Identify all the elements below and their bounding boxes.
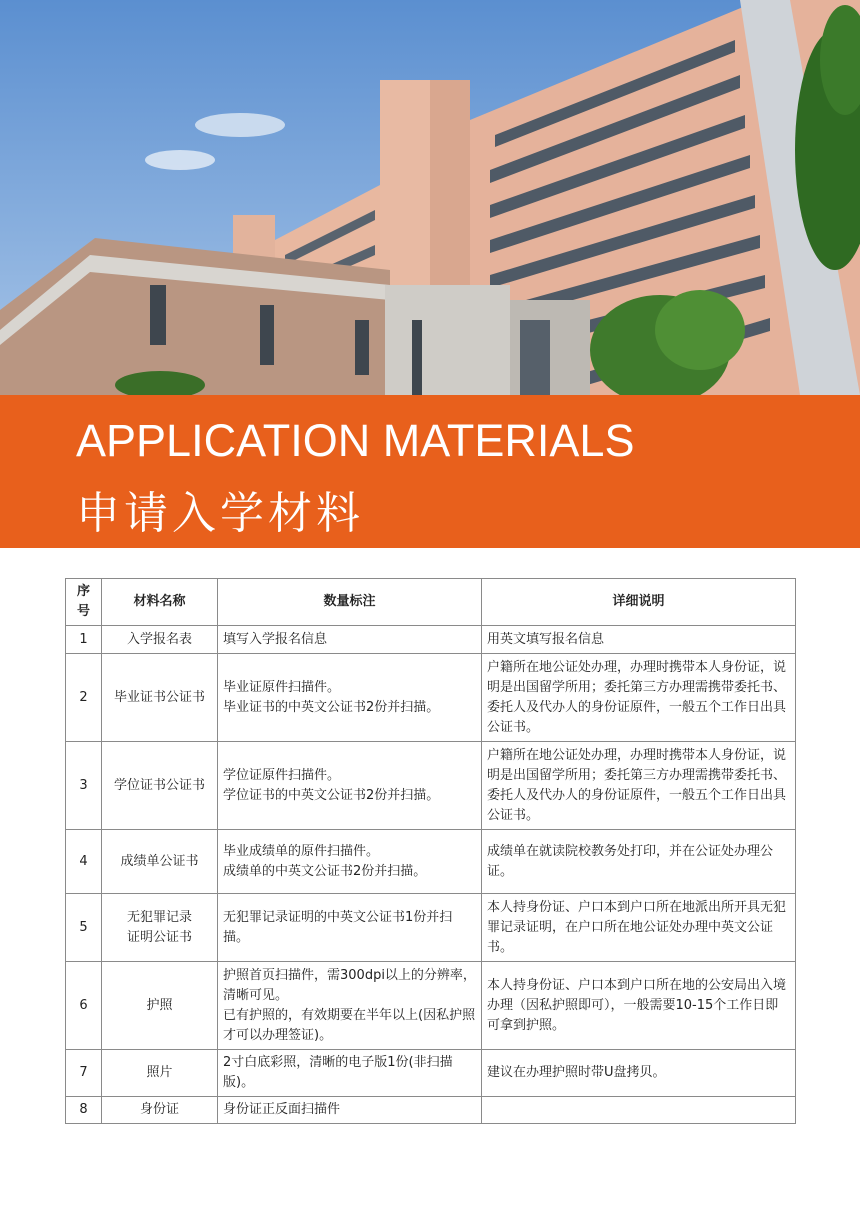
- table-row: [66, 962, 796, 1050]
- row-no: 8: [66, 1097, 102, 1124]
- row-quantity: 2寸白底彩照，清晰的电子版1份(非扫描版)。: [218, 1050, 482, 1097]
- row-no: 7: [66, 1050, 102, 1097]
- row-detail: [482, 1097, 796, 1124]
- row-name: 毕业证书公证书: [102, 654, 218, 742]
- table-row: [66, 1050, 796, 1097]
- table-row: [66, 742, 796, 830]
- campus-building-image: [0, 0, 860, 395]
- table-row: [66, 626, 796, 654]
- row-name: 学位证书公证书: [102, 742, 218, 830]
- row-quantity: 毕业证原件扫描件。 毕业证书的中英文公证书2份并扫描。: [218, 654, 482, 742]
- row-no: 4: [66, 830, 102, 894]
- row-quantity: 填写入学报名信息: [218, 626, 482, 654]
- header-detail: 详细说明: [482, 579, 796, 626]
- campus-photo: [0, 0, 860, 395]
- row-detail: 户籍所在地公证处办理，办理时携带本人身份证，说明是出国留学所用；委托第三方办理需携带委托书、委托人及代办人的身份证原件，一般五个工作日出具公证书。: [482, 742, 796, 830]
- row-quantity: 身份证正反面扫描件: [218, 1097, 482, 1124]
- row-no: 3: [66, 742, 102, 830]
- row-name: 无犯罪记录 证明公证书: [102, 894, 218, 962]
- row-detail: 本人持身份证、户口本到户口所在地派出所开具无犯罪记录证明，在户口所在地公证处办理中英文公证书。: [482, 894, 796, 962]
- row-quantity: 毕业成绩单的原件扫描件。 成绩单的中英文公证书2份并扫描。: [218, 830, 482, 894]
- header-quantity: 数量标注: [218, 579, 482, 626]
- title-english: APPLICATION MATERIALS: [76, 415, 635, 466]
- row-name: 入学报名表: [102, 626, 218, 654]
- row-quantity: 学位证原件扫描件。 学位证书的中英文公证书2份并扫描。: [218, 742, 482, 830]
- table-row: [66, 654, 796, 742]
- row-detail: 成绩单在就读院校教务处打印，并在公证处办理公证。: [482, 830, 796, 894]
- row-no: 5: [66, 894, 102, 962]
- table-row: [66, 830, 796, 894]
- row-detail: 建议在办理护照时带U盘拷贝。: [482, 1050, 796, 1097]
- table-row: [66, 894, 796, 962]
- title-banner: [0, 395, 860, 548]
- table-row: [66, 1097, 796, 1124]
- table-header-row: [66, 579, 796, 626]
- row-no: 1: [66, 626, 102, 654]
- row-name: 成绩单公证书: [102, 830, 218, 894]
- title-chinese: 申请入学材料: [76, 488, 364, 539]
- header-name: 材料名称: [102, 579, 218, 626]
- row-detail: 用英文填写报名信息: [482, 626, 796, 654]
- row-no: 6: [66, 962, 102, 1050]
- row-name: 照片: [102, 1050, 218, 1097]
- row-quantity: 护照首页扫描件，需300dpi以上的分辨率，清晰可见。 已有护照的，有效期要在半年以上(因私护照才可以办理签证)。: [218, 962, 482, 1050]
- row-name: 护照: [102, 962, 218, 1050]
- row-name: 身份证: [102, 1097, 218, 1124]
- row-detail: 本人持身份证、户口本到户口所在地的公安局出入境办理（因私护照即可），一般需要10-15个工作日即可拿到护照。: [482, 962, 796, 1050]
- row-detail: 户籍所在地公证处办理，办理时携带本人身份证，说明是出国留学所用；委托第三方办理需携带委托书、委托人及代办人的身份证原件，一般五个工作日出具公证书。: [482, 654, 796, 742]
- row-quantity: 无犯罪记录证明的中英文公证书1份并扫描。: [218, 894, 482, 962]
- header-no: 序号: [66, 579, 102, 626]
- row-no: 2: [66, 654, 102, 742]
- materials-table: [65, 578, 796, 1124]
